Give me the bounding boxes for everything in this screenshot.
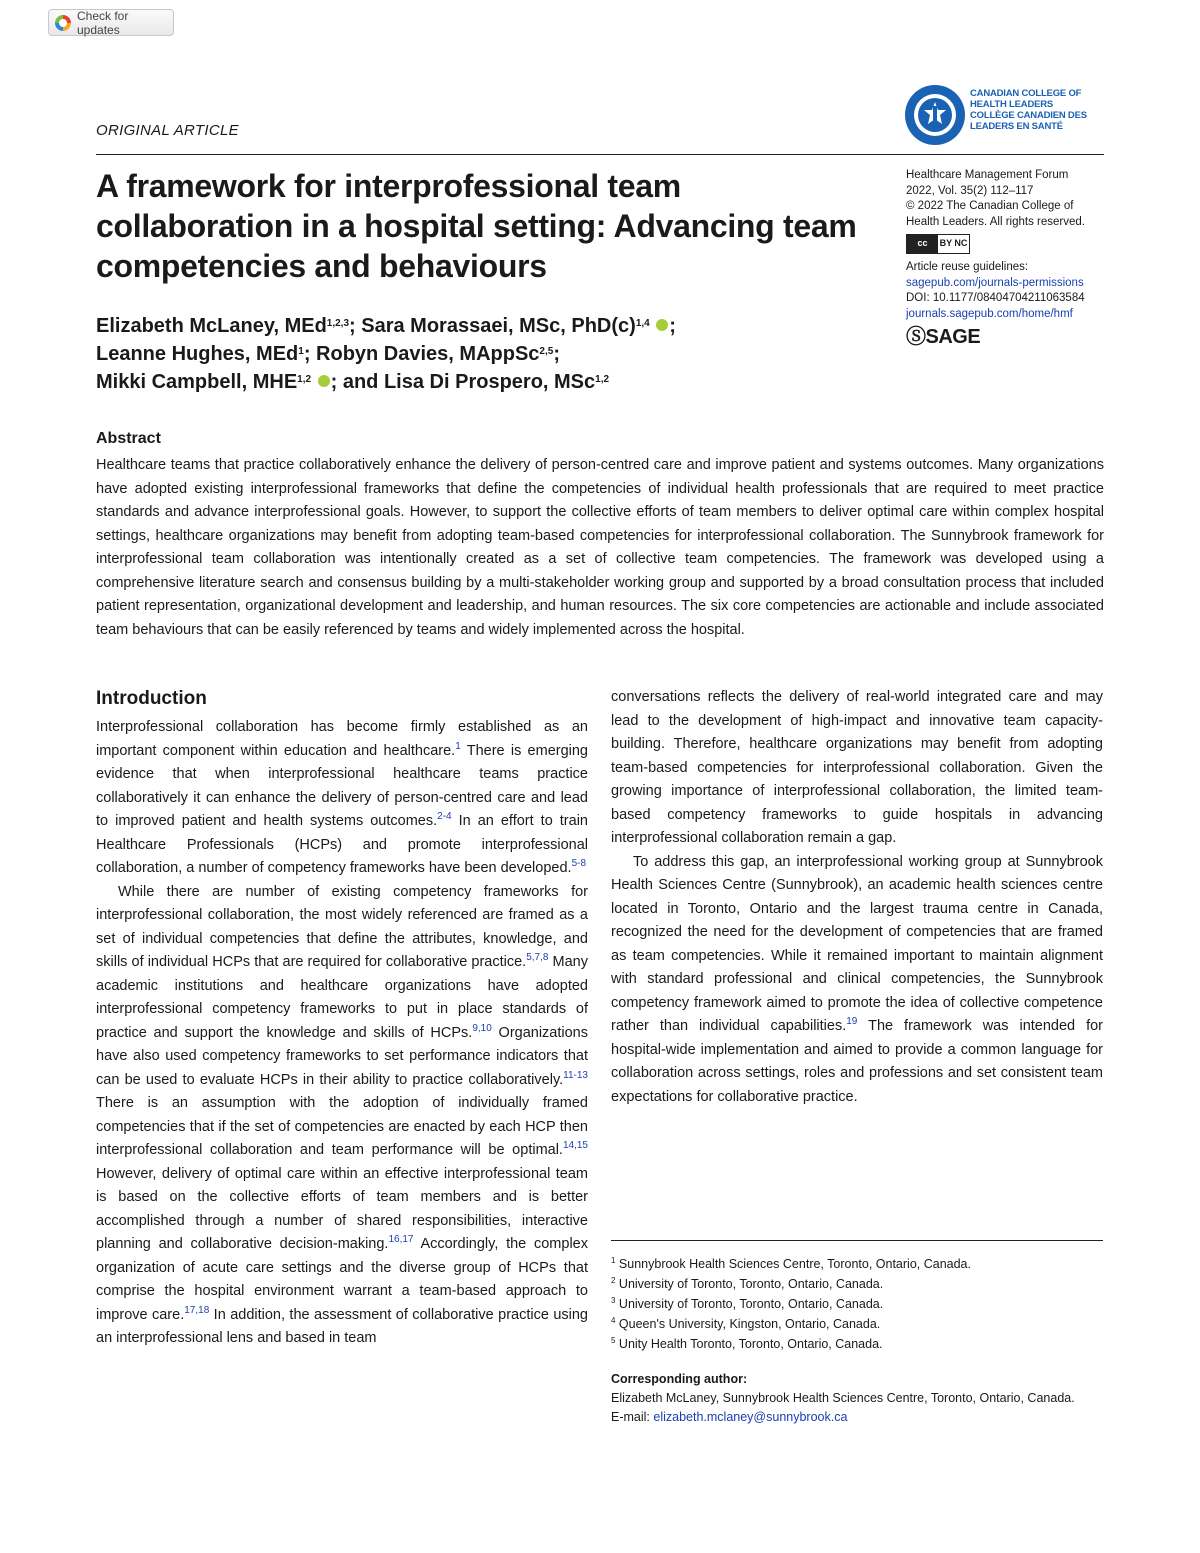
reference-citation: 9,10 <box>472 1022 492 1034</box>
by-nc-icon: BY NC <box>939 238 968 249</box>
corresponding-email-link[interactable]: elizabeth.mclaney@sunnybrook.ca <box>653 1410 848 1424</box>
body-column-right <box>611 686 1103 1109</box>
author-affiliation-sup: 1,2 <box>595 374 610 385</box>
affiliation-item <box>611 1274 1103 1294</box>
corresponding-heading: Corresponding author: <box>611 1372 748 1386</box>
reference-citation: 14,15 <box>562 1140 588 1151</box>
affiliation-item <box>611 1254 1103 1274</box>
affiliation-text: Queen's University, Kingston, Ontario, Canada. <box>615 1317 881 1331</box>
reference-citation: 5-8 <box>571 858 587 869</box>
reference-citation: 17,18 <box>184 1304 210 1316</box>
author-name: Robyn Davies, MAppSc <box>316 343 540 365</box>
author-name: Sara Morassaei, MSc, PhD(c) <box>361 315 636 337</box>
header-divider <box>96 154 1104 155</box>
orcid-icon[interactable] <box>318 375 330 387</box>
abstract-text: Healthcare teams that practice collaboratively enhance the delivery of person-centred care and improve patient and systems outcomes. Many organizations have adopted existing interprofessional frameworks that define the competencies of individual health professionals that are required to meet practice standards and advance interprofessional goals. However, to support the collective efforts of team members to deliver optimal care within complex hospital settings, healthcare organizations may benefit from adopting team-based competencies for interprofessional collaboration. The Sunnybrook framework for interprofessional team collaboration was intentionally created as a set of collective team competencies. The framework was developed using a comprehensive literature search and consensus building by a multi-stakeholder working group and supported by a broad consultation process that included patient representation, organizational development and leadership, and human resources. The six core competencies are actionable and include associated team behaviours that can be easily referenced by teams and widely implemented across the hospital. <box>96 457 1104 638</box>
intro-paragraph-2 <box>96 881 588 1351</box>
cchl-seal-icon <box>904 84 966 146</box>
sage-logo: ⓈSAGE <box>906 326 981 348</box>
reuse-link[interactable]: sagepub.com/journals-permissions <box>906 276 1084 289</box>
abstract-heading: Abstract <box>96 430 161 447</box>
author-name: Leanne Hughes, MEd <box>96 343 299 365</box>
author-name: Mikki Campbell, MHE <box>96 371 298 393</box>
paragraph-text: In an effort to train Healthcare Professionals (HCPs) and promote interprofessional collaboration, a number of competency frameworks have been developed. <box>96 813 588 876</box>
affiliation-text: University of Toronto, Toronto, Ontario, Canada. <box>615 1297 884 1311</box>
journal-name: Healthcare Management Forum <box>906 169 1069 181</box>
article-title: A framework for interprofessional team collaboration in a hospital setting: Advancing team competencies and behaviours <box>96 168 857 284</box>
body-column-left <box>96 686 588 1351</box>
intro-paragraph-1 <box>96 716 588 881</box>
paragraph-text: Many academic institutions and healthcare organizations have adopted interprofessional competency frameworks to put in place standards of practice and support the knowledge and skills of HCPs. <box>96 954 588 1041</box>
paragraph-text: While there are number of existing competency frameworks for interprofessional collaboration, the most widely referenced are framed as a set of individual competencies that define the attributes, knowledge, and skills of individual HCPs that are required for collaborative practice. <box>96 883 588 970</box>
author-list <box>96 312 856 396</box>
reference-citation: 2-4 <box>437 811 452 822</box>
journal-meta <box>906 168 1116 346</box>
article-type: ORIGINAL ARTICLE <box>96 122 239 139</box>
affiliations <box>611 1254 1103 1354</box>
affiliation-item <box>611 1334 1103 1354</box>
author-affiliation-sup: 1,2,3 <box>326 318 350 329</box>
author-affiliation-sup: 1,4 <box>635 318 650 329</box>
affiliation-text: University of Toronto, Toronto, Ontario, Canada. <box>615 1277 884 1291</box>
cchl-logo <box>904 84 1104 148</box>
paragraph-text: conversations reflects the delivery of real-world integrated care and may lead to the development of high-impact and innovative team capacity-building. Therefore, healthcare organizations may benefit from adopting team-based competencies for interprofessional collaboration. Given the growing importance of interprofessional collaboration, the limited team-based competency frameworks to guide hospitals in advancing interprofessional collaboration remain a gap. <box>611 689 1103 846</box>
paragraph-text: There is an assumption with the adoption of individually framed competencies that if the set of competencies are enacted by each HCP then interprofessional collaboration and team performance will be optimal. <box>96 1095 588 1158</box>
author-separator: ; <box>669 315 676 337</box>
introduction-heading: Introduction <box>96 688 207 709</box>
paragraph-text: However, delivery of optimal care within an effective interprofessional team is based on the collective efforts of team members and is better accomplished through a number of shared responsibilities, interactive planning and collaborative decision-making. <box>96 1165 588 1252</box>
paragraph-text: Interprofessional collaboration has become firmly established as an important component within education and healthcare. <box>96 719 588 759</box>
affiliation-number: 4 <box>611 1316 616 1325</box>
paragraph-text: Accordingly, the complex organization of acute care settings and the diverse group of HCPs that comprise the hospital environment warrant a team-based approach to improve care. <box>96 1236 588 1323</box>
author-separator: ; and <box>330 371 384 393</box>
author-affiliation-sup: 2,5 <box>539 346 554 357</box>
footnote-divider <box>611 1240 1103 1241</box>
journal-link[interactable]: journals.sagepub.com/home/hmf <box>906 307 1073 320</box>
reference-citation: 11-13 <box>563 1069 588 1081</box>
journal-volume: 2022, Vol. 35(2) 112–117 <box>906 184 1034 197</box>
corresponding-author <box>611 1370 1103 1427</box>
reference-citation: 5,7,8 <box>526 952 549 963</box>
corresponding-email-line: E-mail: elizabeth.mclaney@sunnybrook.ca <box>611 1410 848 1424</box>
corresponding-text: Elizabeth McLaney, Sunnybrook Health Sciences Centre, Toronto, Ontario, Canada. <box>611 1391 1075 1405</box>
affiliation-number: 2 <box>611 1276 616 1285</box>
paragraph-text: In addition, the assessment of collaborative practice using an interprofessional lens and based in team <box>96 1306 588 1346</box>
author-affiliation-sup: 1 <box>298 346 304 357</box>
doi: DOI: 10.1177/08404704211063584 <box>906 292 1085 304</box>
affiliation-item <box>611 1314 1103 1334</box>
paragraph-text: Organizations have also used competency frameworks to set performance indicators that can be used to evaluate HCPs in their ability to practice collaboratively. <box>96 1024 588 1088</box>
cc-license-badge[interactable] <box>906 234 970 254</box>
affiliation-text: Sunnybrook Health Sciences Centre, Toronto, Ontario, Canada. <box>615 1257 971 1271</box>
copyright-line-1: © 2022 The Canadian College of <box>906 200 1074 212</box>
affiliation-number: 1 <box>611 1256 616 1265</box>
orcid-icon[interactable] <box>656 319 668 331</box>
intro-paragraph-2-continued <box>611 686 1103 851</box>
reference-citation: 1 <box>455 740 461 752</box>
crossmark-icon <box>55 15 71 31</box>
cc-icon: cc <box>907 235 938 253</box>
author-separator: ; <box>303 343 317 365</box>
author-separator: ; <box>349 315 362 337</box>
intro-paragraph-3 <box>611 851 1103 1110</box>
affiliation-text: Unity Health Toronto, Toronto, Ontario, Canada. <box>615 1337 883 1351</box>
author-affiliation-sup: 1,2 <box>297 374 312 385</box>
check-for-updates-button[interactable] <box>48 9 174 36</box>
copyright-line-2: Health Leaders. All rights reserved. <box>906 215 1085 228</box>
affiliation-item <box>611 1294 1103 1314</box>
reference-citation: 19 <box>846 1016 858 1027</box>
affiliation-number: 5 <box>611 1336 616 1345</box>
paragraph-text: To address this gap, an interprofessional working group at Sunnybrook Health Sciences Centre (Sunnybrook), an academic health sciences centre located in Toronto, Ontario and the largest trauma centre in Canada, recognized the need for the development of competencies that are framed as team competencies. While it remained important to maintain alignment with standard professional and clinical competencies, the Sunnybrook competency framework aimed to promote the idea of collective competence rather than individual capabilities. <box>611 853 1103 1034</box>
reuse-label: Article reuse guidelines: <box>906 261 1029 273</box>
affiliation-number: 3 <box>611 1296 616 1305</box>
author-separator: ; <box>553 343 560 365</box>
paragraph-text: The framework was intended for hospital-wide implementation and aimed to provide a common language for collaboration across settings, roles and professions and set consistent team expectations for collaborative practice. <box>611 1018 1103 1105</box>
author-name: Elizabeth McLaney, MEd <box>96 315 327 337</box>
reference-citation: 16,17 <box>388 1234 414 1245</box>
check-for-updates-label: Check for updates <box>77 8 129 37</box>
cchl-logo-text: CANADIAN COLLEGE OF HEALTH LEADERS COLLÈGE CANADIEN DES LEADERS EN SANTÉ <box>970 88 1087 132</box>
paragraph-text: There is emerging evidence that when interprofessional healthcare teams practice collaboratively it can enhance the delivery of person-centred care and lead to improved patient and health systems outcomes. <box>96 742 588 829</box>
author-name: Lisa Di Prospero, MSc <box>383 371 596 393</box>
